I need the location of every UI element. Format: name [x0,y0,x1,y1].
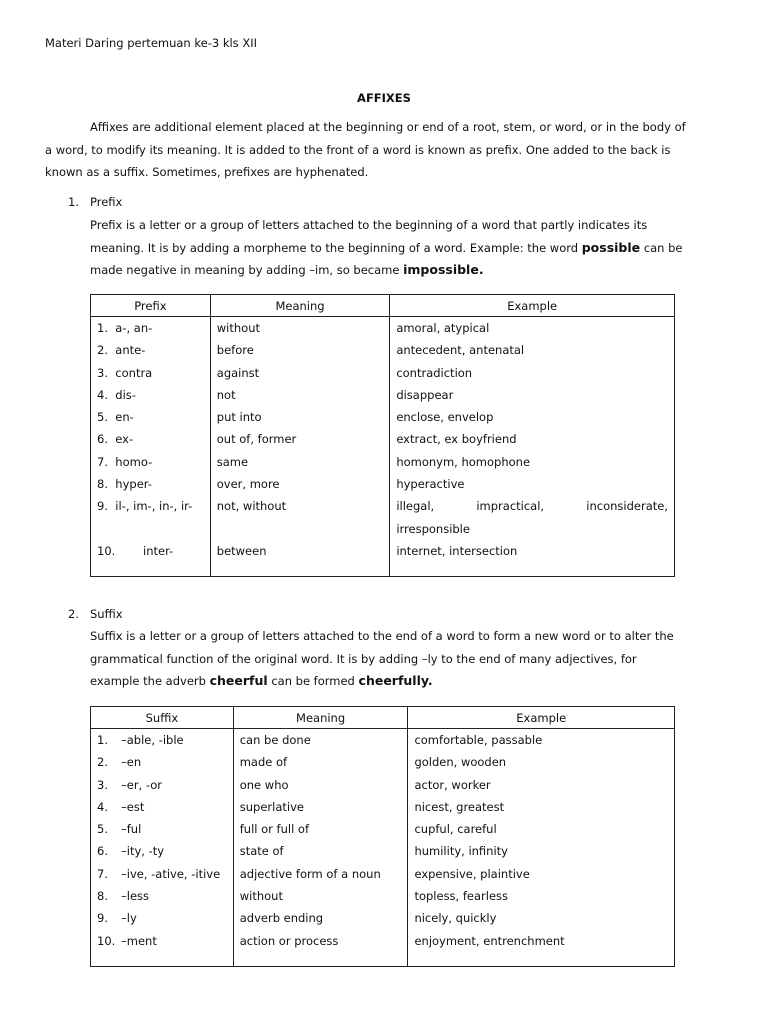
bold-word-impossible: impossible. [403,262,484,277]
example-cell: amoral, atypical [390,317,675,340]
affix-value: homo- [115,454,153,469]
meaning-cell: without [210,317,390,340]
row-number: 1. [97,733,108,747]
meaning-cell: full or full of [233,818,408,840]
affix-cell [91,473,211,495]
prefix-text: made negative in meaning by adding –im, so became [90,263,400,277]
row-number: 3. [97,777,108,792]
affix-value: dis- [115,387,136,402]
affix-cell [91,362,211,384]
row-number: 9. [97,499,108,514]
example-cell: expensive, plaintive [408,863,675,885]
meaning-cell: superlative [233,796,408,818]
row-number: 2. [97,755,108,770]
prefix-paragraph [90,214,722,282]
table-row [91,930,675,967]
table-row [91,863,675,885]
row-number: 8. [97,477,108,492]
affix-value: en- [115,410,134,425]
row-number: 9. [97,911,108,926]
affix-value: –ive, -ative, -itive [121,866,221,881]
document-header: Materi Daring pertemuan ke-3 kls XII [45,36,257,50]
example-word: inconsiderate, [586,499,668,514]
affix-cell [91,930,234,967]
meaning-cell: put into [210,406,390,428]
affix-value: a-, an- [115,321,153,335]
example-cell: nicest, greatest [408,796,675,818]
table-header-cell: Meaning [210,295,390,317]
table-row [91,774,675,796]
meaning-cell: one who [233,774,408,796]
example-cell [390,495,675,540]
meaning-cell: state of [233,840,408,862]
example-cell: homonym, homophone [390,451,675,473]
example-cell: golden, wooden [408,751,675,773]
suffix-paragraph [90,625,722,693]
row-number: 10. [97,543,116,558]
example-justified-line [396,495,668,517]
prefix-table [90,294,675,577]
suffix-line [90,670,722,693]
meaning-cell: adjective form of a noun [233,863,408,885]
affix-value: inter- [143,543,174,558]
prefix-line [90,237,722,260]
row-number: 3. [97,365,108,380]
meaning-cell: adverb ending [233,907,408,929]
meaning-cell: same [210,451,390,473]
meaning-cell: over, more [210,473,390,495]
example-word: illegal, [396,499,435,514]
affix-value: –ly [121,911,137,926]
example-cell: disappear [390,384,675,406]
row-number: 5. [97,822,108,837]
affix-cell [91,774,234,796]
intro-paragraph [45,116,722,184]
page-title: AFFIXES [357,91,411,105]
table-row [91,317,675,340]
suffix-line: Suffix is a letter or a group of letters attached to the end of a word to form a new word or to alter the [90,629,674,643]
prefix-section-number: 1. [68,195,79,209]
suffix-text: example the adverb [90,674,206,688]
example-cell: contradiction [390,362,675,384]
example-cell: nicely, quickly [408,907,675,929]
row-number: 5. [97,410,108,425]
example-cell: humility, infinity [408,840,675,862]
table-row [91,406,675,428]
row-number: 10. [97,933,116,948]
affix-cell [91,339,211,361]
row-number: 7. [97,454,108,469]
row-number: 7. [97,866,108,881]
table-header-row [91,707,675,729]
table-row [91,796,675,818]
affix-value: –er, -or [121,777,162,792]
meaning-cell: against [210,362,390,384]
prefix-text: meaning. It is by adding a morpheme to the beginning of a word. Example: the word [90,240,579,255]
affix-value: –ful [121,822,142,837]
table-row [91,473,675,495]
meaning-cell: before [210,339,390,361]
affix-value: contra [115,365,153,380]
affix-value: –en [121,755,142,770]
affix-value: –less [121,889,150,904]
affix-cell [91,540,211,577]
table-header-cell: Prefix [91,295,211,317]
table-header-cell: Example [408,707,675,729]
bold-word-possible: possible [581,239,641,255]
table-header-row [91,295,675,317]
affix-cell [91,818,234,840]
table-row [91,907,675,929]
table-row [91,729,675,752]
table-header-cell: Meaning [233,707,408,729]
affix-value: –ity, -ty [121,844,165,859]
meaning-cell: made of [233,751,408,773]
table-row [91,818,675,840]
row-number: 6. [97,844,108,859]
suffix-section-heading: Suffix [90,607,123,621]
example-cell: extract, ex boyfriend [390,428,675,450]
table-row [91,384,675,406]
table-row [91,451,675,473]
affix-cell [91,863,234,885]
example-line-2: irresponsible [396,521,470,536]
bold-word-cheerful: cheerful [209,673,268,688]
table-row [91,339,675,361]
example-cell: enclose, envelop [390,406,675,428]
meaning-cell: not [210,384,390,406]
example-cell: topless, fearless [408,885,675,907]
table-row [91,751,675,773]
meaning-cell: can be done [233,729,408,752]
row-number: 8. [97,889,108,904]
prefix-text: can be [643,240,683,255]
example-cell: enjoyment, entrenchment [408,930,675,967]
row-number: 4. [97,387,108,402]
example-cell: comfortable, passable [408,729,675,752]
prefix-line [90,259,722,282]
affix-value: hyper- [115,477,152,492]
example-cell: hyperactive [390,473,675,495]
example-cell: internet, intersection [390,540,675,577]
row-number: 2. [97,343,108,358]
affix-cell [91,885,234,907]
example-cell: cupful, careful [408,818,675,840]
suffix-text: can be formed [271,674,355,688]
meaning-cell: action or process [233,930,408,967]
affix-value: ante- [115,343,146,358]
table-row [91,885,675,907]
meaning-cell: between [210,540,390,577]
affix-cell [91,796,234,818]
affix-cell [91,751,234,773]
affix-value: –ment [121,933,157,948]
intro-line: Affixes are additional element placed at the beginning or end of a root, stem, or word, or in the body of [90,120,686,134]
row-number: 6. [97,432,108,447]
suffix-line: grammatical function of the original word. It is by adding –ly to the end of many adjectives, for [90,651,637,666]
bold-word-cheerfully: cheerfully. [358,673,433,688]
table-row [91,540,675,577]
affix-cell [91,451,211,473]
meaning-cell: out of, former [210,428,390,450]
affix-cell [91,384,211,406]
affix-value: –est [121,799,145,814]
table-row [91,362,675,384]
table-row [91,428,675,450]
row-number: 4. [97,799,108,814]
affix-cell [91,317,211,340]
affix-value: –able, -ible [121,733,184,747]
meaning-cell: not, without [210,495,390,540]
intro-line: known as a suffix. Sometimes, prefixes are hyphenated. [45,165,369,179]
prefix-line: Prefix is a letter or a group of letters attached to the beginning of a word that partly indicates its [90,218,648,232]
prefix-section-heading: Prefix [90,195,123,209]
table-header-cell: Example [390,295,675,317]
suffix-table [90,706,675,967]
example-word: impractical, [476,499,545,514]
intro-line: a word, to modify its meaning. It is added to the front of a word is known as prefix. One added to the back is [45,142,671,157]
affix-cell [91,729,234,752]
table-header-cell: Suffix [91,707,234,729]
meaning-cell: without [233,885,408,907]
affix-cell [91,840,234,862]
row-number: 1. [97,321,108,335]
example-cell: antecedent, antenatal [390,339,675,361]
affix-cell [91,907,234,929]
affix-cell [91,428,211,450]
table-row [91,840,675,862]
suffix-section-number: 2. [68,607,79,621]
affix-value: ex- [115,432,134,447]
affix-value: il-, im-, in-, ir- [115,499,193,514]
table-row [91,495,675,540]
example-cell: actor, worker [408,774,675,796]
affix-cell [91,495,211,540]
affix-cell [91,406,211,428]
